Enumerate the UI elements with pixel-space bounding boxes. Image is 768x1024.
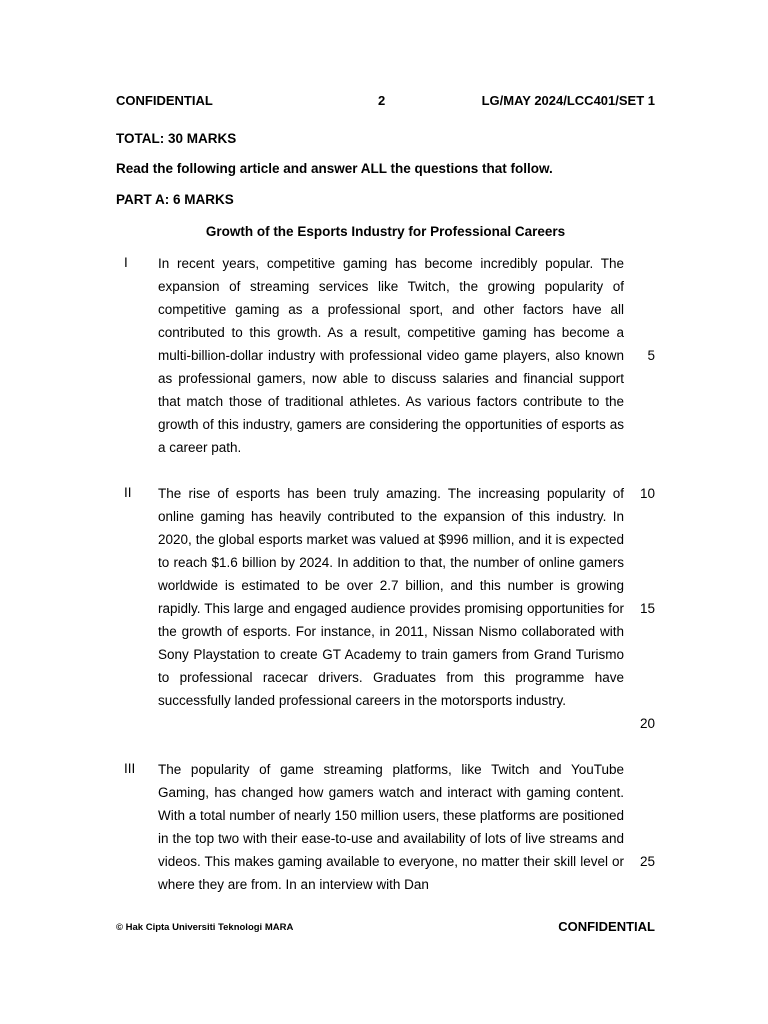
- line-number: 20: [639, 716, 655, 731]
- paragraph-numeral: III: [124, 761, 136, 776]
- article-title: Growth of the Esports Industry for Professional Careers: [205, 224, 566, 239]
- paragraph-text: In recent years, competitive gaming has become incredibly popular. The expansion of streaming services like Twitch, the growing popularity of competitive gaming as a professional sport, and other factors have all contributed to this growth. As a result, competitive gaming has become a multi-billion-dollar industry with professional video game players, also known as professional gamers, now able to discuss salaries and financial support that match those of traditional athletes. As various factors contribute to the growth of this industry, gamers are considering the opportunities of esports as a career path.: [158, 256, 624, 455]
- header-paper-code: LG/MAY 2024/LCC401/SET 1: [481, 93, 655, 108]
- line-number: 25: [639, 854, 655, 869]
- paragraph-numeral: I: [124, 255, 128, 270]
- instruction: Read the following article and answer ALL the questions that follow.: [116, 161, 553, 176]
- page-number: 2: [378, 93, 386, 108]
- footer-confidential: CONFIDENTIAL: [558, 919, 655, 934]
- line-number: 10: [639, 486, 655, 501]
- page-header: [116, 93, 655, 109]
- paragraph-text: The popularity of game streaming platforms, like Twitch and YouTube Gaming, has changed how gamers watch and interact with gaming content. With a total number of nearly 150 million users, these platforms are positioned in the top two with their ease-to-use and availability of lots of live streams and videos. This makes gaming available to everyone, no matter their skill level or where they are from. In an interview with Dan: [158, 762, 624, 892]
- header-confidential: CONFIDENTIAL: [116, 93, 213, 108]
- paragraph-text: The rise of esports has been truly amazing. The increasing popularity of online gaming has heavily contributed to the expansion of this industry. In 2020, the global esports market was valued at $996 million, and it is expected to reach $1.6 billion by 2024. In addition to that, the number of online gamers worldwide is estimated to be over 2.7 billion, and this number is growing rapidly. This large and engaged audience provides promising opportunities for the growth of esports. For instance, in 2011, Nissan Nismo collaborated with Sony Playstation to create GT Academy to train gamers from Grand Turismo to professional racecar drivers. Graduates from this programme have successfully landed professional careers in the motorsports industry.: [158, 486, 624, 708]
- line-number: 15: [639, 601, 655, 616]
- paragraph-numeral: II: [124, 485, 132, 500]
- line-number: 5: [647, 348, 655, 363]
- copyright-notice: © Hak Cipta Universiti Teknologi MARA: [116, 922, 294, 933]
- total-marks: TOTAL: 30 MARKS: [116, 131, 237, 146]
- part-heading: PART A: 6 MARKS: [116, 192, 234, 207]
